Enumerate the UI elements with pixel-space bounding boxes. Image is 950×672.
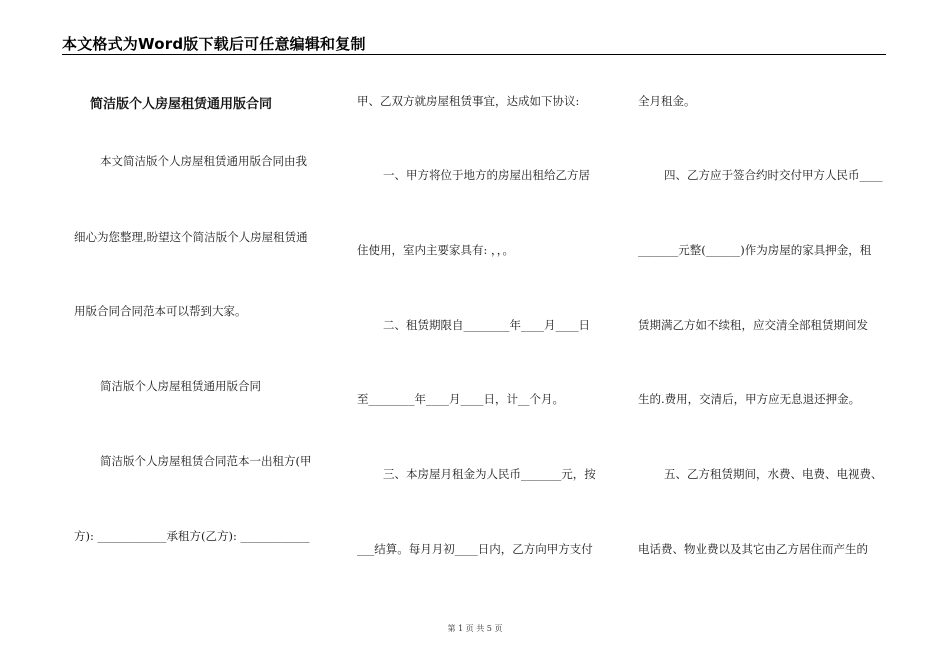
paragraph-line: 简洁版个人房屋租赁合同范本一出租方(甲: [100, 454, 312, 468]
paragraph-line: 用版合同合同范本可以帮到大家。: [74, 304, 247, 318]
paragraph-line: 三、本房屋月租金为人民币_______元，按: [383, 467, 596, 481]
paragraph-line: 赁期满乙方如不续租，应交清全部租赁期间发: [638, 318, 868, 332]
header-divider: [62, 54, 886, 55]
paragraph-line: 简洁版个人房屋租赁通用版合同: [100, 379, 261, 393]
document-title: 简洁版个人房屋租赁通用版合同: [90, 97, 273, 112]
paragraph-line: 电话费、物业费以及其它由乙方居住而产生的: [638, 542, 868, 556]
paragraph-line: 方): ____________承租方(乙方): ____________: [74, 529, 310, 543]
paragraph-line: 全月租金。: [638, 94, 696, 108]
paragraph-line: 细心为您整理,盼望这个简洁版个人房屋租赁通: [74, 230, 308, 244]
paragraph-line: 甲、乙双方就房屋租赁事宜，达成如下协议:: [357, 94, 580, 108]
paragraph-line: 住使用，室内主要家具有: ，，。: [357, 243, 515, 257]
paragraph-line: _______元整(______)作为房屋的家具押金，租: [638, 243, 872, 257]
paragraph-line: 二、租赁期限自________年____月____日: [383, 318, 590, 332]
paragraph-line: 五、乙方租赁期间，水费、电费、电视费、: [664, 467, 883, 481]
paragraph-line: 四、乙方应于签合约时交付甲方人民币____: [664, 168, 883, 182]
paragraph-line: 一、甲方将位于地方的房屋出租给乙方居: [383, 168, 590, 182]
paragraph-line: 本文简洁版个人房屋租赁通用版合同由我: [100, 154, 307, 168]
paragraph-line: 生的.费用，交清后，甲方应无息退还押金。: [638, 392, 861, 406]
document-header-note: 本文格式为Word版下载后可任意编辑和复制: [62, 35, 366, 53]
page-number: 第 1 页 共 5 页: [447, 624, 503, 633]
paragraph-line: ___结算。每月月初____日内，乙方向甲方支付: [357, 542, 593, 556]
paragraph-line: 至________年____月____日，计__个月。: [357, 392, 564, 406]
